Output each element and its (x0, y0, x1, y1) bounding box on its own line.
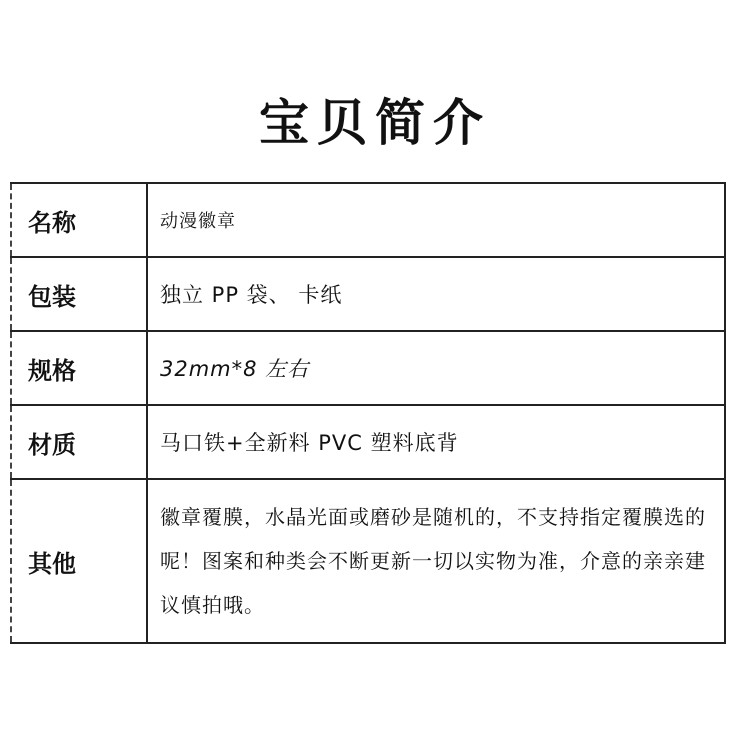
row-label-other: 其他 (11, 479, 147, 643)
row-label-name: 名称 (11, 183, 147, 257)
row-value-material: 马口铁+全新料 PVC 塑料底背 (147, 405, 725, 479)
table-row (11, 331, 725, 405)
row-label-packaging: 包装 (11, 257, 147, 331)
spec-table (10, 182, 726, 644)
row-label-spec: 规格 (11, 331, 147, 405)
row-label-material: 材质 (11, 405, 147, 479)
row-value-spec: 32mm*8 左右 (147, 331, 725, 405)
row-value-packaging: 独立 PP 袋、 卡纸 (147, 257, 725, 331)
table-row (11, 405, 725, 479)
table-row (11, 183, 725, 257)
page-title: 宝贝简介 (259, 94, 491, 152)
table-row (11, 257, 725, 331)
row-value-name: 动漫徽章 (147, 183, 725, 257)
table-row (11, 479, 725, 643)
row-value-other: 徽章覆膜，水晶光面或磨砂是随机的，不支持指定覆膜选的呢！图案和种类会不断更新一切以实物为准，介意的亲亲建议慎拍哦。 (147, 479, 725, 643)
